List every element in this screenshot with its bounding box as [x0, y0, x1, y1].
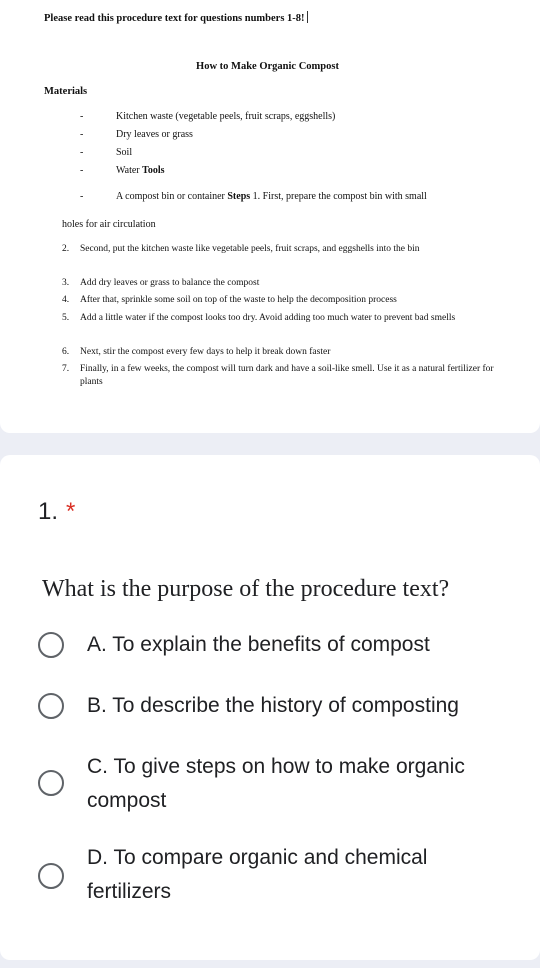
step-item: 5. Add a little water if the compost looks too dry. Avoid adding too much water to prevent bad smells: [62, 313, 456, 323]
bullet-marker: -: [80, 191, 84, 202]
radio-button[interactable]: [38, 693, 64, 719]
step-item: 6. Next, stir the compost every few days to help it break down faster: [62, 347, 331, 357]
step-item: 2. Second, put the kitchen waste like vegetable peels, fruit scraps, and eggshells into the bin: [62, 244, 420, 254]
materials-heading: Materials: [44, 86, 88, 97]
material-item: A compost bin or container Steps 1. First, prepare the compost bin with small: [116, 191, 427, 202]
bullet-marker: -: [80, 111, 84, 122]
bullet-marker: -: [80, 165, 84, 176]
question-number: 1. *: [38, 498, 76, 525]
tools-heading: Tools: [142, 165, 165, 176]
option-label: A. To explain the benefits of compost: [87, 633, 430, 656]
option-b[interactable]: [38, 689, 508, 723]
material-item: Water Tools: [116, 165, 165, 176]
step-item: 4. After that, sprinkle some soil on top of the waste to help the decomposition process: [62, 295, 397, 305]
material-item: Soil: [116, 147, 133, 158]
option-label: D. To compare organic and chemical fertilizers: [87, 846, 428, 903]
option-c[interactable]: [38, 750, 508, 818]
radio-button[interactable]: [38, 863, 64, 889]
text-cursor: [307, 11, 308, 23]
required-asterisk: *: [66, 498, 76, 525]
step-item: 3. Add dry leaves or grass to balance the compost: [62, 278, 260, 288]
option-label: C. To give steps on how to make organic compost: [87, 755, 465, 812]
option-a[interactable]: [38, 628, 508, 662]
radio-button[interactable]: [38, 632, 64, 658]
option-label: B. To describe the history of composting: [87, 694, 459, 717]
procedure-text-card: [0, 0, 540, 433]
material-item: Dry leaves or grass: [116, 129, 193, 140]
steps-heading: Steps: [227, 191, 251, 202]
step-item: 7. Finally, in a few weeks, the compost will turn dark and have a soil-like smell. Use it as a natural fertilizer for plants: [62, 364, 494, 387]
option-d[interactable]: [38, 841, 508, 909]
question-text: What is the purpose of the procedure text?: [42, 576, 450, 602]
material-item: Kitchen waste (vegetable peels, fruit scraps, eggshells): [116, 111, 336, 122]
step-1-continuation: holes for air circulation: [62, 219, 156, 230]
bullet-marker: -: [80, 147, 84, 158]
radio-button[interactable]: [38, 770, 64, 796]
document-title: How to Make Organic Compost: [196, 61, 339, 72]
bullet-marker: -: [80, 129, 84, 140]
instruction-notice: Please read this procedure text for questions numbers 1-8!: [44, 11, 308, 24]
